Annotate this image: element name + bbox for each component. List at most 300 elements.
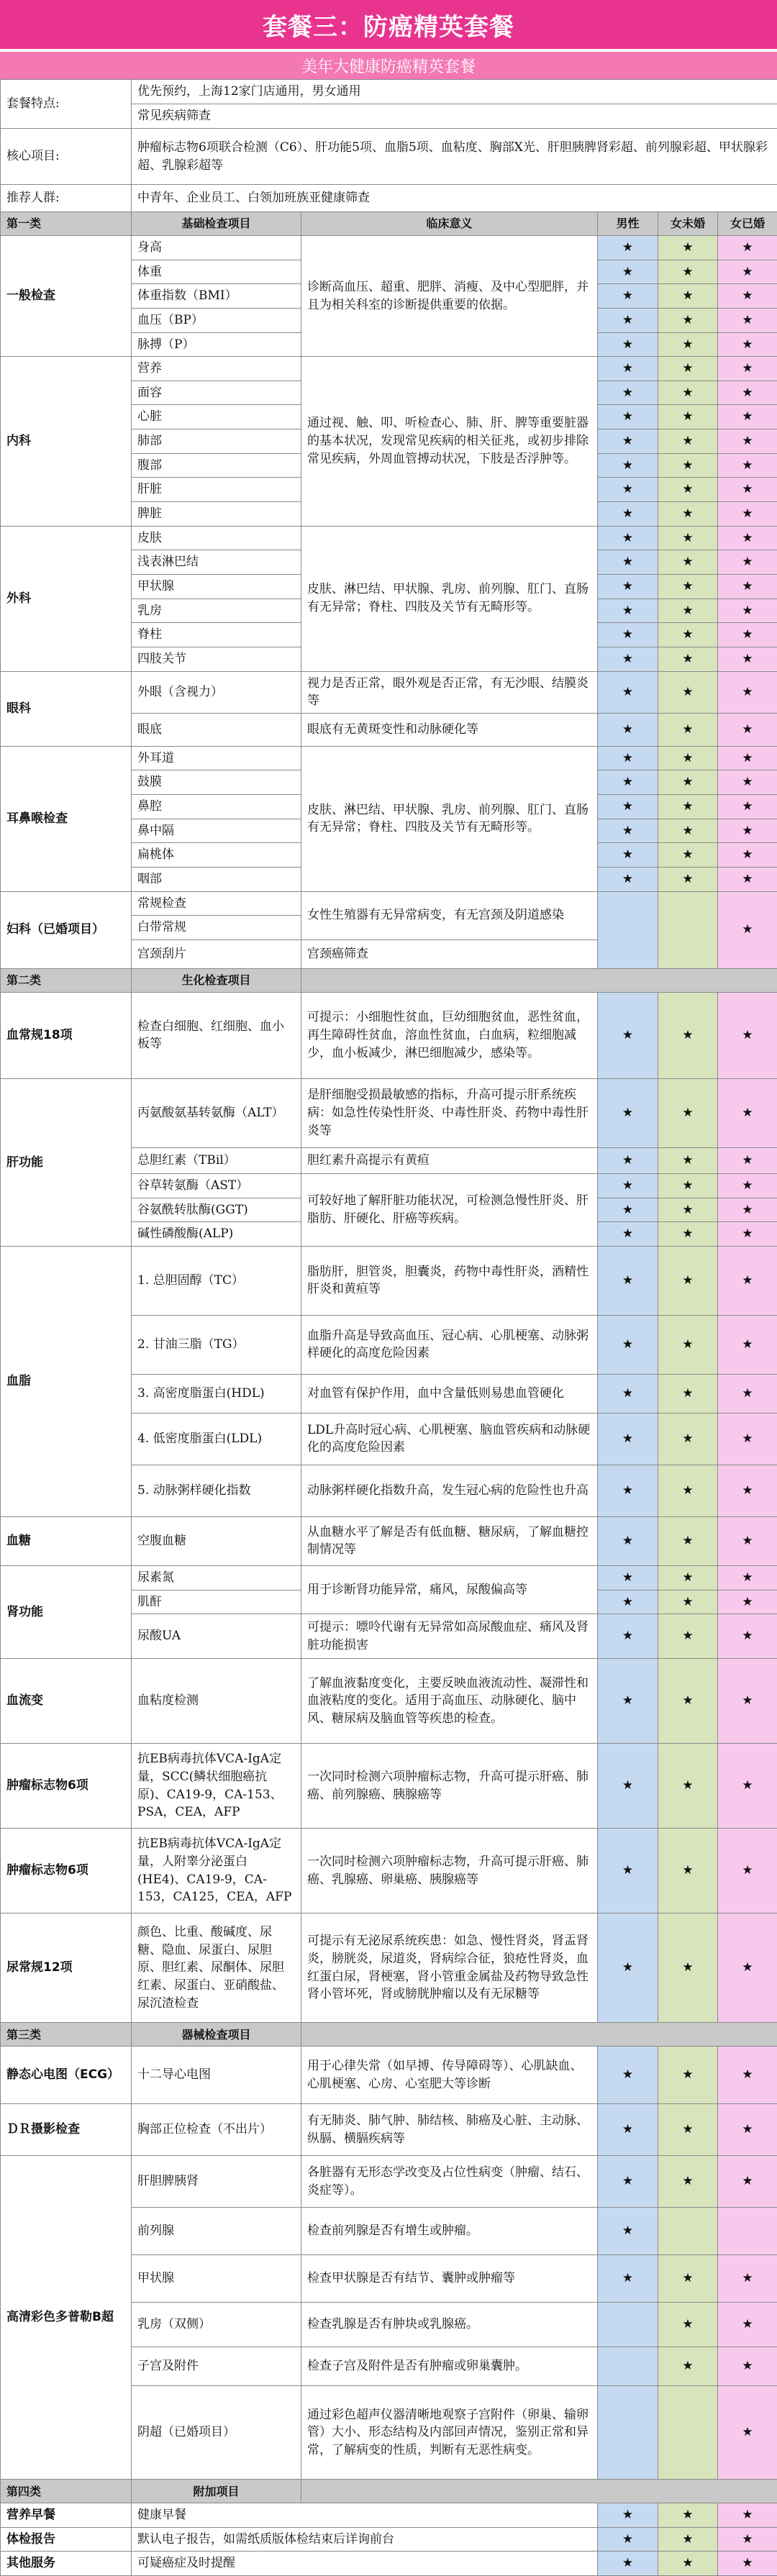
star-icon: ★: [658, 2303, 718, 2347]
item-cell: 浅表淋巴结: [132, 550, 301, 575]
star-icon: ★: [598, 429, 658, 454]
item-cell: 脊柱: [132, 623, 301, 647]
star-icon: ★: [718, 647, 777, 671]
star-icon: ★: [658, 671, 718, 713]
meaning-cell: 检查前列腺是否有增生或肿瘤。: [301, 2208, 598, 2255]
table-row: [1, 1659, 777, 1744]
star-icon: ★: [598, 1222, 658, 1247]
star-icon: ★: [598, 1614, 658, 1659]
star-icon: ★: [658, 1173, 718, 1198]
star-icon: ★: [718, 891, 777, 968]
meaning-cell: 了解血液黏度变化，主要反映血液流动性、凝滞性和血液粘度的变化。适用于高血压、动脉硬化、脑中风、糖尿病及脑血管等疾患的检查。: [301, 1659, 598, 1744]
category-cell: 营养早餐: [1, 2503, 132, 2528]
star-icon: ★: [718, 713, 777, 746]
star-icon: ★: [598, 526, 658, 550]
meaning-cell: 眼底有无黄斑变性和动脉硬化等: [301, 713, 598, 746]
star-icon: ★: [718, 1198, 777, 1222]
meaning-cell: 可提示有无泌尿系统疾患：如急、慢性肾炎，肾盂肾炎，膀胱炎，尿道炎，肾病综合征，狼疮性肾炎，血红蛋白尿，肾梗塞，肾小管重金属盐及药物导致急性肾小管坏死，肾或膀胱肿瘤以及有无尿糖等: [301, 1913, 598, 2023]
category-cell: 高清彩色多普勒B超: [1, 2156, 132, 2480]
star-icon: ★: [718, 1465, 777, 1516]
star-icon: ★: [658, 1590, 718, 1614]
star-icon: ★: [598, 1198, 658, 1222]
star-icon: ★: [718, 478, 777, 502]
category-cell: 肝功能: [1, 1078, 132, 1246]
item-cell: 面容: [132, 381, 301, 405]
table-row: [1, 526, 777, 550]
item-cell: 甲状腺: [132, 2255, 301, 2303]
star-icon: ★: [718, 671, 777, 713]
star-icon: ★: [658, 795, 718, 819]
star-icon: ★: [598, 1590, 658, 1614]
star-icon: ★: [658, 284, 718, 309]
star-icon: ★: [658, 429, 718, 454]
table-row: [1, 2047, 777, 2104]
star-icon: ★: [718, 2255, 777, 2303]
table-row: [1, 1516, 777, 1565]
star-icon: ★: [598, 992, 658, 1078]
star-icon: ★: [658, 1198, 718, 1222]
col-header-female-unmarried: 女未婚: [658, 212, 718, 236]
item-cell: 眼底: [132, 713, 301, 746]
star-icon: ★: [718, 819, 777, 843]
item-cell: 心脏: [132, 405, 301, 429]
item-cell: 空腹血糖: [132, 1516, 301, 1565]
star-cell: [718, 2208, 777, 2255]
star-icon: ★: [718, 868, 777, 892]
item-cell: 检查白细胞、红细胞、血小板等: [132, 992, 301, 1078]
section-header: [1, 2480, 777, 2503]
star-icon: ★: [658, 992, 718, 1078]
star-icon: ★: [718, 1246, 777, 1315]
star-icon: ★: [598, 478, 658, 502]
star-icon: ★: [718, 1222, 777, 1247]
star-icon: ★: [598, 1078, 658, 1147]
star-icon: ★: [598, 2527, 658, 2552]
star-icon: ★: [658, 647, 718, 671]
star-icon: ★: [598, 647, 658, 671]
category-cell: 妇科（已婚项目）: [1, 891, 132, 968]
item-cell: 总胆红素（TBil）: [132, 1147, 301, 1173]
star-icon: ★: [658, 1614, 718, 1659]
star-icon: ★: [718, 1147, 777, 1173]
star-icon: ★: [718, 1078, 777, 1147]
table-row: [1, 1078, 777, 1147]
star-icon: ★: [658, 770, 718, 795]
star-icon: ★: [718, 1829, 777, 1913]
star-icon: ★: [598, 260, 658, 284]
star-icon: ★: [658, 599, 718, 623]
category-cell: 耳鼻喉检查: [1, 746, 132, 891]
col-header-male: 男性: [598, 212, 658, 236]
section-filler: [301, 2023, 777, 2047]
section-title: 生化检查项目: [132, 968, 301, 992]
item-cell: 扁桃体: [132, 843, 301, 868]
star-icon: ★: [598, 332, 658, 357]
star-icon: ★: [718, 260, 777, 284]
item-cell: 4. 低密度脂蛋白(LDL): [132, 1413, 301, 1465]
star-icon: ★: [718, 1516, 777, 1565]
item-cell: 十二导心电图: [132, 2047, 301, 2104]
meaning-cell: LDL升高时冠心病、心肌梗塞、脑血管疾病和动脉硬化的高度危险因素: [301, 1413, 598, 1465]
item-cell: 丙氨酸氨基转氨酶（ALT）: [132, 1078, 301, 1147]
item-cell: 身高: [132, 236, 301, 260]
item-cell: 乳房（双侧）: [132, 2303, 301, 2347]
section-category: 第一类: [1, 212, 132, 236]
star-icon: ★: [598, 1374, 658, 1413]
item-cell: 3. 高密度脂蛋白(HDL): [132, 1374, 301, 1413]
item-cell: 乳房: [132, 599, 301, 623]
section-header: [1, 968, 777, 992]
star-icon: ★: [598, 284, 658, 309]
star-icon: ★: [718, 308, 777, 332]
star-cell: [598, 2386, 658, 2480]
item-cell: 皮肤: [132, 526, 301, 550]
star-icon: ★: [598, 1913, 658, 2023]
star-icon: ★: [718, 795, 777, 819]
star-icon: ★: [658, 819, 718, 843]
star-icon: ★: [658, 843, 718, 868]
star-icon: ★: [718, 1659, 777, 1744]
star-icon: ★: [598, 2255, 658, 2303]
meaning-cell: 血脂升高是导致高血压、冠心病、心肌梗塞、动脉粥样硬化的高度危险因素: [301, 1315, 598, 1374]
meaning-cell: 皮肤、淋巴结、甲状腺、乳房、前列腺、肛门、直肠有无异常；脊柱、四肢及关节有无畸形等。: [301, 746, 598, 891]
meaning-cell: 脂肪肝，胆管炎，胆囊炎，药物中毒性肝炎，酒精性肝炎和黄疸等: [301, 1246, 598, 1315]
section-header: [1, 2023, 777, 2047]
item-cell: 营养: [132, 357, 301, 381]
star-icon: ★: [718, 2104, 777, 2156]
star-icon: ★: [598, 1516, 658, 1565]
star-icon: ★: [718, 1565, 777, 1590]
star-icon: ★: [718, 502, 777, 527]
star-icon: ★: [718, 1374, 777, 1413]
star-icon: ★: [718, 526, 777, 550]
star-icon: ★: [718, 453, 777, 478]
category-cell: 血脂: [1, 1246, 132, 1516]
star-icon: ★: [658, 502, 718, 527]
meaning-cell: 可较好地了解肝脏功能状况，可检测急慢性肝炎、肝脂肪、肝硬化、肝癌等疾病。: [301, 1173, 598, 1246]
category-cell: 内科: [1, 357, 132, 526]
table-row: [1, 2503, 777, 2528]
star-icon: ★: [598, 770, 658, 795]
table-row: [1, 1246, 777, 1315]
package-table: [0, 79, 777, 2576]
star-icon: ★: [658, 2047, 718, 2104]
star-icon: ★: [658, 713, 718, 746]
star-icon: ★: [658, 308, 718, 332]
category-cell: 静态心电图（ECG）: [1, 2047, 132, 2104]
table-row: [1, 236, 777, 260]
star-icon: ★: [598, 819, 658, 843]
meaning-cell: 检查甲状腺是否有结节、囊肿或肿瘤等: [301, 2255, 598, 2303]
item-cell: 体重: [132, 260, 301, 284]
table-row: [1, 2104, 777, 2156]
item-cell: 体重指数（BMI）: [132, 284, 301, 309]
item-cell: 外耳道: [132, 746, 301, 770]
star-icon: ★: [598, 550, 658, 575]
item-cell: 尿素氮: [132, 1565, 301, 1590]
item-cell: 咽部: [132, 868, 301, 892]
section-filler: [301, 968, 777, 992]
info-label: 推荐人群:: [1, 185, 132, 212]
meaning-cell: 从血糖水平了解是否有低血糖、糖尿病，了解血糖控制情况等: [301, 1516, 598, 1565]
meaning-cell: 诊断高血压、超重、肥胖、消瘦、及中心型肥胖，并且为相关科室的诊断提供重要的依据。: [301, 236, 598, 357]
category-cell: 体检报告: [1, 2527, 132, 2552]
star-icon: ★: [718, 2347, 777, 2386]
category-cell: 尿常规12项: [1, 1913, 132, 2023]
table-row: [1, 992, 777, 1078]
star-icon: ★: [658, 623, 718, 647]
star-icon: ★: [658, 1222, 718, 1247]
item-cell: 2. 甘油三脂（TG）: [132, 1315, 301, 1374]
star-icon: ★: [658, 1246, 718, 1315]
meaning-cell: 有无肺炎、肺气肿、肺结核、肺癌及心脏、主动脉、纵膈、横膈疾病等: [301, 2104, 598, 2156]
star-icon: ★: [598, 671, 658, 713]
category-cell: 血糖: [1, 1516, 132, 1565]
item-cell: 抗EB病毒抗体VCA-IgA定量，SCC(鳞状细胞癌抗原)、CA19-9，CA-153、PSA，CEA，AFP: [132, 1744, 301, 1829]
category-cell: 肿瘤标志物6项: [1, 1829, 132, 1913]
meaning-cell: 检查乳腺是否有肿块或乳腺癌。: [301, 2303, 598, 2347]
section-title: 附加项目: [132, 2480, 301, 2503]
info-label: 套餐特点:: [1, 80, 132, 129]
star-icon: ★: [718, 843, 777, 868]
item-cell: 子宫及附件: [132, 2347, 301, 2386]
category-cell: 外科: [1, 526, 132, 671]
item-cell: 血粘度检测: [132, 1659, 301, 1744]
star-icon: ★: [598, 2503, 658, 2528]
star-icon: ★: [598, 1413, 658, 1465]
star-icon: ★: [598, 308, 658, 332]
star-icon: ★: [658, 1913, 718, 2023]
item-cell: 默认电子报告，如需纸质版体检结束后详询前台: [132, 2527, 598, 2552]
star-icon: ★: [598, 1565, 658, 1590]
category-cell: 一般检查: [1, 236, 132, 357]
table-row: [1, 671, 777, 713]
star-icon: ★: [658, 550, 718, 575]
star-cell: [598, 2303, 658, 2347]
star-icon: ★: [598, 2047, 658, 2104]
meaning-cell: 各脏器有无形态学改变及占位性病变（肿瘤、结石、炎症等）。: [301, 2156, 598, 2208]
star-icon: ★: [598, 2208, 658, 2255]
item-cell: 宫颈刮片: [132, 939, 301, 968]
item-cell: 1. 总胆固醇（TC）: [132, 1246, 301, 1315]
star-icon: ★: [598, 1829, 658, 1913]
table-row: [1, 357, 777, 381]
star-icon: ★: [598, 868, 658, 892]
star-icon: ★: [598, 746, 658, 770]
meaning-cell: 一次同时检测六项肿瘤标志物，升高可提示肝癌、肺癌、前列腺癌、胰腺癌等: [301, 1744, 598, 1829]
star-icon: ★: [658, 478, 718, 502]
star-icon: ★: [598, 1659, 658, 1744]
star-icon: ★: [658, 526, 718, 550]
item-cell: 鼓膜: [132, 770, 301, 795]
category-cell: 血常规18项: [1, 992, 132, 1078]
star-icon: ★: [658, 574, 718, 599]
info-row: [1, 185, 777, 212]
item-cell: 鼻中隔: [132, 819, 301, 843]
star-icon: ★: [658, 1147, 718, 1173]
star-icon: ★: [718, 1614, 777, 1659]
star-icon: ★: [718, 405, 777, 429]
star-icon: ★: [658, 381, 718, 405]
star-icon: ★: [718, 2303, 777, 2347]
star-icon: ★: [718, 992, 777, 1078]
item-cell: 颜色、比重、酸碱度、尿糖、隐血、尿蛋白、尿胆原、胆红素、尿酮体、尿胆红素、尿蛋白、亚硝酸盐、尿沉渣检查: [132, 1913, 301, 2023]
star-icon: ★: [658, 405, 718, 429]
star-icon: ★: [658, 1516, 718, 1565]
star-icon: ★: [718, 1315, 777, 1374]
item-cell: 谷草转氨酶（AST）: [132, 1173, 301, 1198]
item-cell: 阴超（已婚项目）: [132, 2386, 301, 2480]
meaning-cell: 通过视、触、叩、听检查心、肺、肝、脾等重要脏器的基本状况，发现常见疾病的相关征兆，或初步排除常见疾病，外周血管搏动状况，下肢是否浮肿等。: [301, 357, 598, 526]
category-cell: 其他服务: [1, 2552, 132, 2576]
table-row: [1, 746, 777, 770]
page-subtitle: 美年大健康防癌精英套餐: [0, 49, 777, 79]
star-icon: ★: [718, 2552, 777, 2576]
star-icon: ★: [658, 1315, 718, 1374]
category-cell: 眼科: [1, 671, 132, 746]
star-icon: ★: [598, 357, 658, 381]
meaning-cell: 是肝细胞受损最敏感的指标，升高可提示肝系统疾病：如急性传染性肝炎、中毒性肝炎、药物中毒性肝炎等: [301, 1078, 598, 1147]
section-category: 第三类: [1, 2023, 132, 2047]
col-header-item: 基础检查项目: [132, 212, 301, 236]
item-cell: 健康早餐: [132, 2503, 598, 2528]
item-cell: 四肢关节: [132, 647, 301, 671]
table-row: [1, 1913, 777, 2023]
star-icon: ★: [658, 1829, 718, 1913]
section-title: 器械检查项目: [132, 2023, 301, 2047]
star-icon: ★: [658, 868, 718, 892]
item-cell: 谷氨酰转肽酶(GGT): [132, 1198, 301, 1222]
item-cell: 脾脏: [132, 502, 301, 527]
star-icon: ★: [718, 1913, 777, 2023]
star-icon: ★: [598, 623, 658, 647]
star-cell: [658, 2386, 718, 2480]
star-icon: ★: [658, 1465, 718, 1516]
meaning-cell: 用于诊断肾功能异常，痛风，尿酸偏高等: [301, 1565, 598, 1614]
star-icon: ★: [718, 332, 777, 357]
section-category: 第四类: [1, 2480, 132, 2503]
star-cell: [598, 891, 658, 968]
star-icon: ★: [598, 405, 658, 429]
category-cell: 肿瘤标志物6项: [1, 1744, 132, 1829]
category-cell: 血流变: [1, 1659, 132, 1744]
star-icon: ★: [658, 1659, 718, 1744]
item-cell: 脉搏（P）: [132, 332, 301, 357]
section-category: 第二类: [1, 968, 132, 992]
item-cell: 常规检查: [132, 891, 301, 916]
category-cell: 肾功能: [1, 1565, 132, 1658]
star-icon: ★: [598, 843, 658, 868]
item-cell: 可疑癌症及时提醒: [132, 2552, 598, 2576]
item-cell: 肌酐: [132, 1590, 301, 1614]
star-cell: [658, 2208, 718, 2255]
star-icon: ★: [658, 236, 718, 260]
meaning-cell: 胆红素升高提示有黄疸: [301, 1147, 598, 1173]
star-icon: ★: [718, 1173, 777, 1198]
star-icon: ★: [718, 2156, 777, 2208]
star-icon: ★: [598, 1173, 658, 1198]
star-icon: ★: [658, 1413, 718, 1465]
meaning-cell: 动脉粥样硬化指数升高，发生冠心病的危险性也升高: [301, 1465, 598, 1516]
table-row: [1, 2156, 777, 2208]
star-icon: ★: [658, 2156, 718, 2208]
section-filler: [301, 2480, 777, 2503]
star-icon: ★: [718, 1744, 777, 1829]
item-cell: 肝脏: [132, 478, 301, 502]
star-icon: ★: [658, 357, 718, 381]
info-value: 肿瘤标志物6项联合检测（C6）、肝功能5项、血脂5项、血粘度、胸部X光、肝胆胰脾肾彩超、前列腺彩超、甲状腺彩超、乳腺彩超等: [132, 129, 777, 185]
star-icon: ★: [718, 2527, 777, 2552]
meaning-cell: 视力是否正常，眼外观是否正常，有无沙眼、结膜炎等: [301, 671, 598, 713]
item-cell: 鼻腔: [132, 795, 301, 819]
meaning-cell: 通过彩色超声仪器清晰地观察子宫附件（卵巢、输卵管）大小、形态结构及内部回声情况，鉴别正常和异常，了解病变的性质，判断有无恶性病变。: [301, 2386, 598, 2480]
item-cell: 抗EB病毒抗体VCA-IgA定量，人附睾分泌蛋白(HE4)、CA19-9，CA-153，CA125，CEA，AFP: [132, 1829, 301, 1913]
star-icon: ★: [718, 236, 777, 260]
star-icon: ★: [658, 1744, 718, 1829]
star-icon: ★: [718, 2503, 777, 2528]
star-icon: ★: [598, 381, 658, 405]
star-icon: ★: [598, 1147, 658, 1173]
meaning-cell: 对血管有保护作用，血中含量低则易患血管硬化: [301, 1374, 598, 1413]
star-icon: ★: [598, 236, 658, 260]
star-icon: ★: [718, 599, 777, 623]
star-icon: ★: [598, 574, 658, 599]
star-icon: ★: [598, 599, 658, 623]
star-icon: ★: [658, 453, 718, 478]
star-icon: ★: [718, 429, 777, 454]
star-icon: ★: [598, 502, 658, 527]
item-cell: 碱性磷酸酶(ALP): [132, 1222, 301, 1247]
star-icon: ★: [658, 2104, 718, 2156]
star-icon: ★: [718, 2047, 777, 2104]
table-row: [1, 2527, 777, 2552]
star-icon: ★: [718, 284, 777, 309]
star-icon: ★: [598, 1246, 658, 1315]
meaning-cell: 可提示：小细胞性贫血，巨幼细胞贫血，恶性贫血，再生障碍性贫血，溶血性贫血，白血病，粒细胞减少，血小板减少，淋巴细胞减少，感染等。: [301, 992, 598, 1078]
star-icon: ★: [658, 260, 718, 284]
col-header-female-married: 女已婚: [718, 212, 777, 236]
star-icon: ★: [718, 2386, 777, 2480]
item-cell: 腹部: [132, 453, 301, 478]
info-row: [1, 80, 777, 104]
section-header: [1, 212, 777, 236]
info-row: [1, 129, 777, 185]
star-icon: ★: [658, 2527, 718, 2552]
star-icon: ★: [598, 453, 658, 478]
meaning-cell: 皮肤、淋巴结、甲状腺、乳房、前列腺、肛门、直肠有无异常；脊柱、四肢及关节有无畸形等。: [301, 526, 598, 671]
star-icon: ★: [598, 1465, 658, 1516]
item-cell: 肺部: [132, 429, 301, 454]
meaning-cell: 女性生殖器有无异常病变，有无宫颈及阴道感染: [301, 891, 598, 939]
star-icon: ★: [598, 1744, 658, 1829]
star-icon: ★: [598, 1315, 658, 1374]
star-icon: ★: [718, 574, 777, 599]
meaning-cell: 宫颈癌筛查: [301, 939, 598, 968]
table-row: [1, 2552, 777, 2576]
item-cell: 外眼（含视力）: [132, 671, 301, 713]
meaning-cell: 检查子宫及附件是否有肿瘤或卵巢囊肿。: [301, 2347, 598, 2386]
star-icon: ★: [718, 550, 777, 575]
item-cell: 血压（BP）: [132, 308, 301, 332]
star-icon: ★: [718, 1590, 777, 1614]
meaning-cell: 可提示：嘌呤代谢有无异常如高尿酸血症、痛风及肾脏功能损害: [301, 1614, 598, 1659]
star-icon: ★: [658, 332, 718, 357]
star-icon: ★: [658, 1374, 718, 1413]
star-icon: ★: [598, 713, 658, 746]
meaning-cell: 一次同时检测六项肿瘤标志物，升高可提示肝癌、肺癌、乳腺癌、卵巢癌、胰腺癌等: [301, 1829, 598, 1913]
category-cell: ＤＲ摄影检查: [1, 2104, 132, 2156]
meaning-cell: 用于心律失常（如早搏、传导障碍等）、心肌缺血、心肌梗塞、心房、心室肥大等诊断: [301, 2047, 598, 2104]
